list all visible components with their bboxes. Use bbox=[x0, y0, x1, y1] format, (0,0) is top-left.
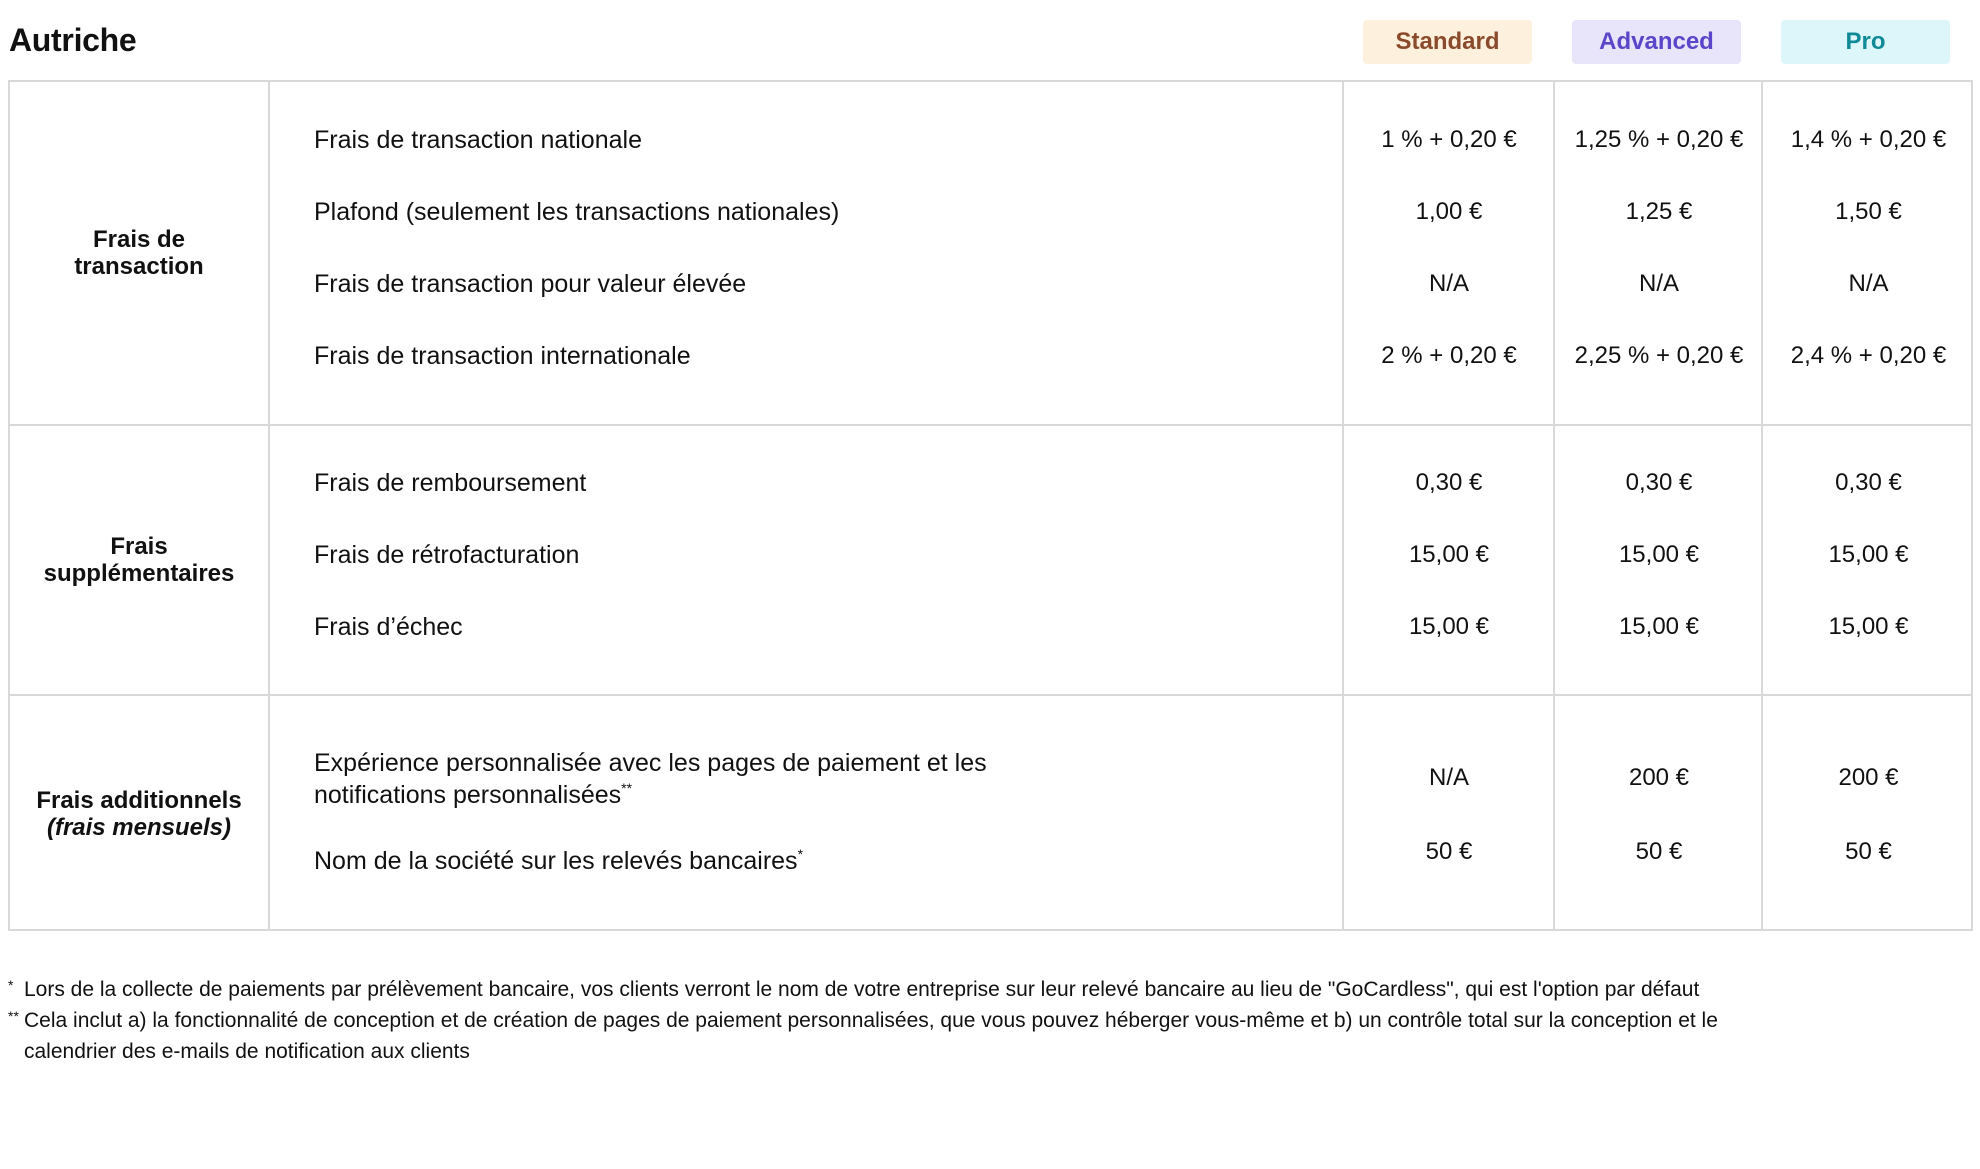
table-row bbox=[10, 838, 1971, 885]
section-label-text: Frais supplémentaires bbox=[43, 533, 235, 587]
value-standard: 0,30 € bbox=[1415, 469, 1483, 496]
table-row bbox=[10, 747, 1971, 817]
value-pro: 1,4 % + 0,20 € bbox=[1790, 126, 1947, 153]
section-label-subline: (frais mensuels) bbox=[46, 813, 232, 841]
footnote-mark: ** bbox=[8, 1008, 19, 1024]
country-title: Autriche bbox=[9, 22, 137, 58]
value-advanced: 1,25 % + 0,20 € bbox=[1574, 126, 1744, 153]
plan-badge-advanced: Advanced bbox=[1572, 20, 1741, 64]
row-label: Frais de rétrofacturation bbox=[314, 541, 580, 569]
table-row bbox=[10, 268, 1971, 308]
value-standard: 1,00 € bbox=[1415, 198, 1483, 225]
value-standard: 1 % + 0,20 € bbox=[1381, 126, 1517, 153]
table-row bbox=[10, 340, 1971, 380]
plan-badge-pro: Pro bbox=[1781, 20, 1950, 64]
value-pro: 50 € bbox=[1845, 838, 1892, 865]
section-divider bbox=[10, 694, 1971, 696]
row-label: Frais de transaction nationale bbox=[314, 126, 642, 154]
footnote bbox=[8, 974, 1748, 1005]
footnotes bbox=[8, 974, 1748, 1067]
table-row bbox=[10, 539, 1971, 579]
row-label-text: Nom de la société sur les relevés bancaires bbox=[314, 847, 798, 875]
table-row bbox=[10, 196, 1971, 236]
row-label: Frais d’échec bbox=[314, 613, 463, 641]
table-row bbox=[10, 467, 1971, 507]
value-standard: 2 % + 0,20 € bbox=[1381, 342, 1517, 369]
footnote-mark: * bbox=[797, 846, 804, 862]
value-pro: 0,30 € bbox=[1835, 469, 1902, 496]
row-label-text: Expérience personnalisée avec les pages de paiement et les notifications personnalisées bbox=[314, 749, 987, 809]
value-advanced: 50 € bbox=[1635, 838, 1683, 865]
footnote-mark: ** bbox=[621, 780, 633, 796]
table-row bbox=[10, 124, 1971, 164]
row-label bbox=[314, 845, 803, 877]
value-standard: 15,00 € bbox=[1408, 541, 1490, 568]
plan-badge-standard: Standard bbox=[1363, 20, 1532, 64]
row-label bbox=[314, 747, 1094, 811]
value-pro: N/A bbox=[1848, 270, 1889, 297]
table-row bbox=[10, 611, 1971, 651]
value-advanced: 1,25 € bbox=[1625, 198, 1693, 225]
value-pro: 15,00 € bbox=[1828, 541, 1909, 568]
row-label: Frais de remboursement bbox=[314, 469, 587, 497]
value-advanced: 200 € bbox=[1628, 764, 1690, 791]
value-standard: 50 € bbox=[1425, 838, 1473, 865]
footnote-text: Lors de la collecte de paiements par prélèvement bancaire, vos clients verront le nom de votre entreprise sur leur relevé bancaire au lieu de "GoCardless", qui est l'option par défaut bbox=[24, 978, 1700, 1001]
value-advanced: N/A bbox=[1638, 270, 1679, 297]
value-advanced: 15,00 € bbox=[1618, 541, 1700, 568]
value-standard: N/A bbox=[1428, 764, 1469, 791]
row-label: Frais de transaction internationale bbox=[314, 342, 691, 370]
section-label-line: Frais additionnels bbox=[36, 786, 242, 814]
value-standard: 15,00 € bbox=[1408, 613, 1490, 640]
value-advanced: 0,30 € bbox=[1625, 469, 1693, 496]
value-pro: 200 € bbox=[1838, 764, 1899, 791]
value-pro: 15,00 € bbox=[1828, 613, 1909, 640]
footnote bbox=[8, 1005, 1748, 1067]
footnote-mark: * bbox=[8, 977, 14, 993]
fees-table bbox=[8, 80, 1973, 931]
value-pro: 2,4 % + 0,20 € bbox=[1790, 342, 1947, 369]
value-advanced: 15,00 € bbox=[1618, 613, 1700, 640]
value-pro: 1,50 € bbox=[1835, 198, 1902, 225]
row-label: Frais de transaction pour valeur élevée bbox=[314, 270, 747, 298]
section-label-text: Frais de transaction bbox=[74, 226, 204, 280]
value-standard: N/A bbox=[1428, 270, 1469, 297]
footnote-text: Cela inclut a) la fonctionnalité de conception et de création de pages de paiement personnalisées, que vous pouvez héberger vous-même et b) un contrôle total sur la conception et le calendrier des e-mails de notification aux clients bbox=[24, 1009, 1718, 1063]
row-label: Plafond (seulement les transactions nationales) bbox=[314, 198, 840, 226]
section-divider bbox=[10, 424, 1971, 426]
value-advanced: 2,25 % + 0,20 € bbox=[1574, 342, 1744, 369]
